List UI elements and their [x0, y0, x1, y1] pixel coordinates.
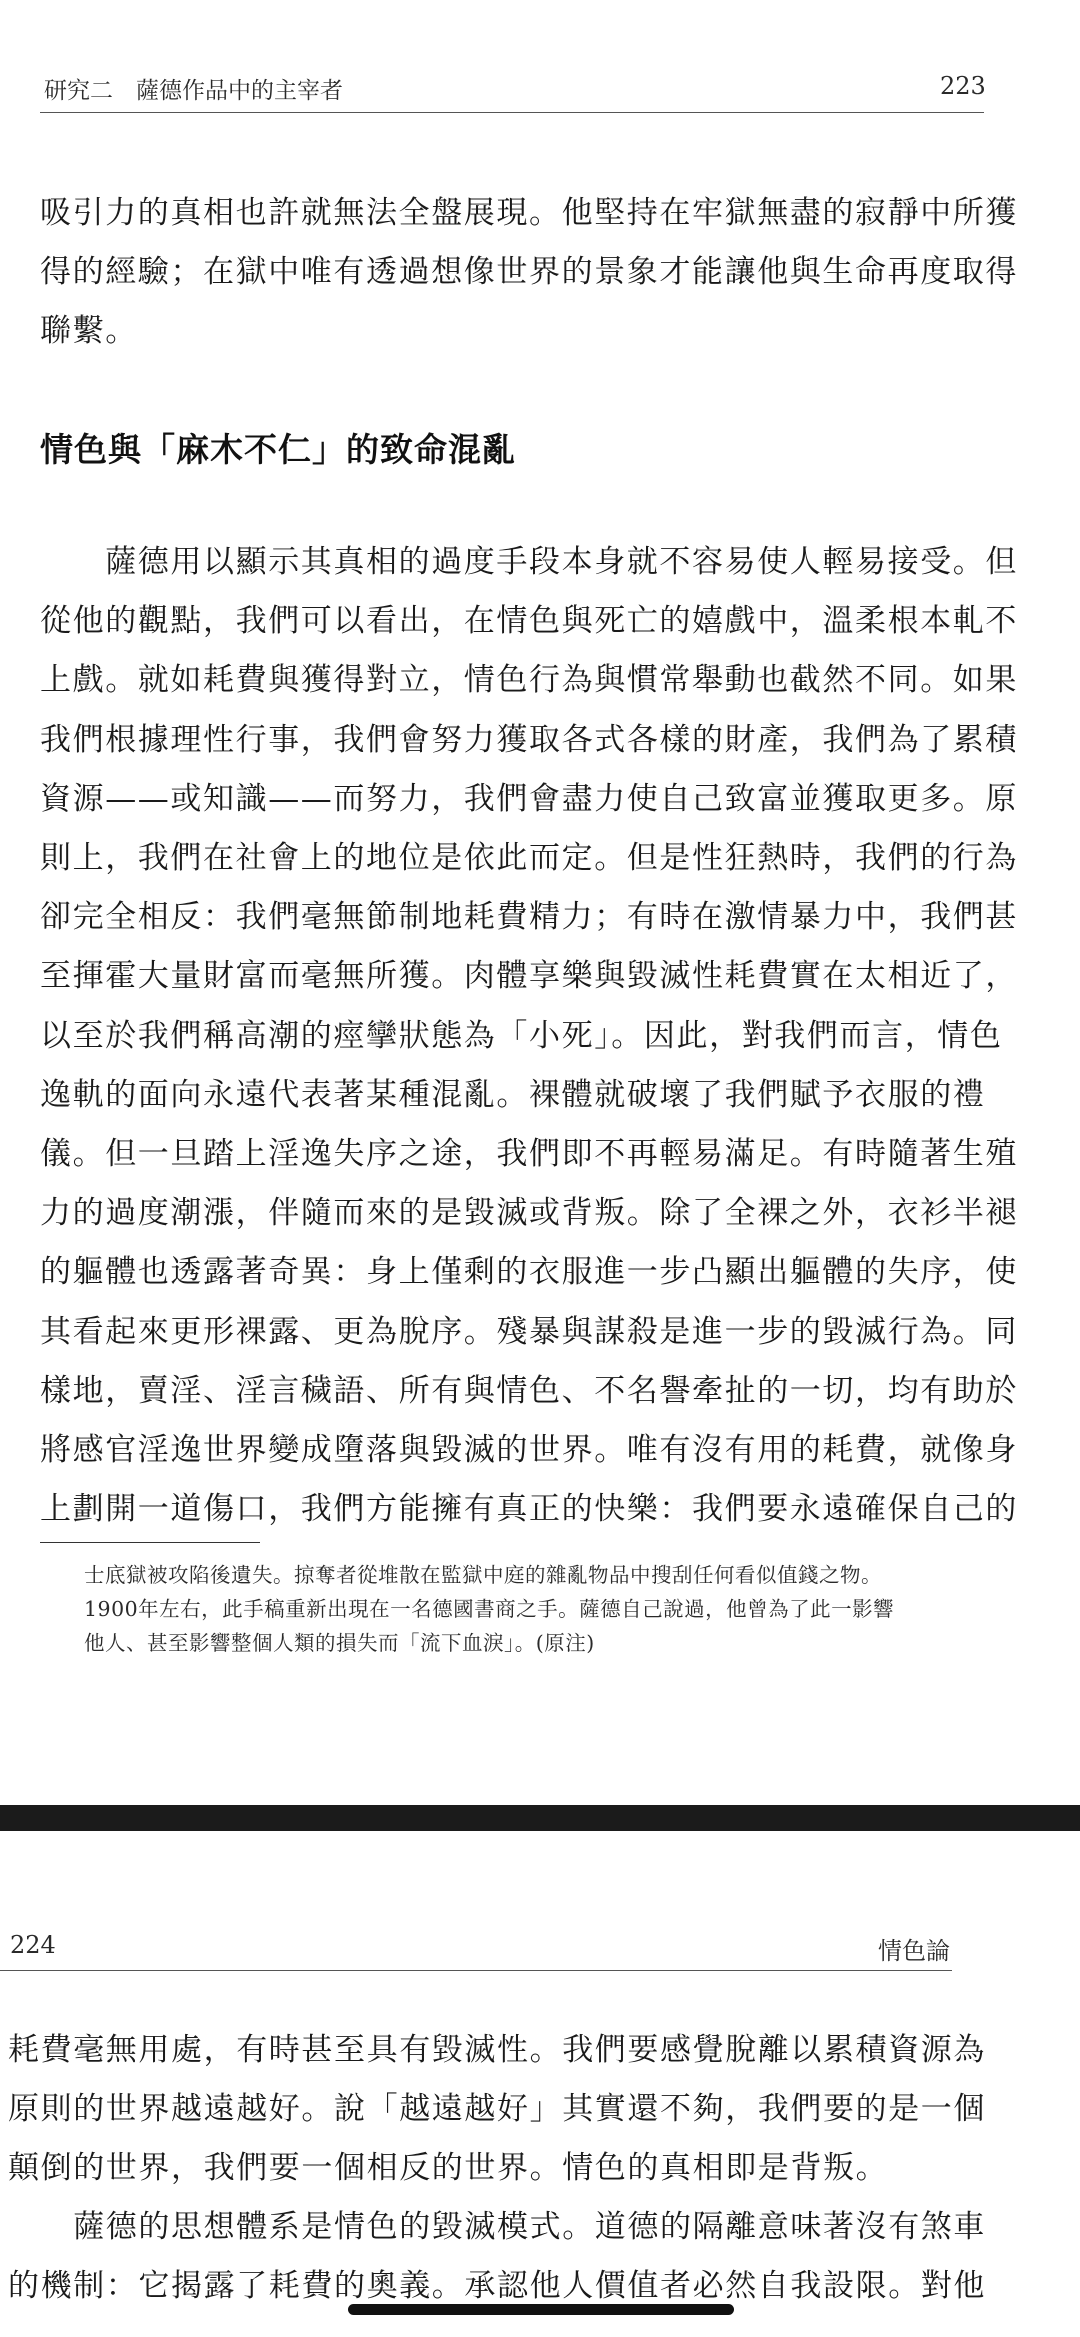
- footnote-line: 士底獄被攻陷後遺失。掠奪者從堆散在監獄中庭的雜亂物品中搜刮任何看似值錢之物。: [84, 1563, 882, 1587]
- footnote-line: 他人、甚至影響整個人類的損失而「流下血淚」。(原注): [84, 1631, 595, 1655]
- page-number: 223: [940, 72, 986, 100]
- book-page-224: [0, 1831, 1080, 2337]
- text-line: 薩德的思想體系是情色的毀滅模式。道德的隔離意味著沒有煞車: [8, 2209, 986, 2245]
- text-line: 原則的世界越遠越好。說「越遠越好」其實還不夠，我們要的是一個: [8, 2091, 986, 2127]
- footnote: [84, 1558, 994, 1660]
- footnote-rule: [40, 1542, 260, 1543]
- text-line: 耗費毫無用處，有時甚至具有毀滅性。我們要感覺脫離以累積資源為: [8, 2032, 986, 2068]
- text-line: 薩德用以顯示其真相的過度手段本身就不容易使人輕易接受。但: [40, 544, 1018, 580]
- home-indicator[interactable]: [348, 2304, 734, 2315]
- text-line: 儀。但一旦踏上淫逸失序之途，我們即不再輕易滿足。有時隨著生殖: [40, 1136, 1018, 1173]
- text-line: 資源——或知識——而努力，我們會盡力使自己致富並獲取更多。原: [40, 780, 1018, 817]
- body-paragraph: [8, 2021, 986, 2316]
- text-line: 得的經驗；在獄中唯有透過想像世界的景象才能讓他與生命再度取得: [40, 254, 1018, 291]
- section-heading: 情色與「麻木不仁」的致命混亂: [40, 430, 516, 469]
- text-line: 顛倒的世界，我們要一個相反的世界。情色的真相即是背叛。: [8, 2150, 889, 2186]
- text-line: 上劃開一道傷口，我們方能擁有真正的快樂：我們要永遠確保自己的: [40, 1491, 1018, 1528]
- text-line: 的軀體也透露著奇異：身上僅剩的衣服進一步凸顯出軀體的失序，使: [40, 1254, 1018, 1291]
- running-header-book-title: 情色論: [878, 1937, 950, 1965]
- text-line: 上戲。就如耗費與獲得對立，情色行為與慣常舉動也截然不同。如果: [40, 662, 1018, 699]
- text-line: 則上，我們在社會上的地位是依此而定。但是性狂熱時，我們的行為: [40, 840, 1018, 877]
- intro-paragraph: [40, 184, 1018, 362]
- text-line: 力的過度潮漲，伴隨而來的是毀滅或背叛。除了全裸之外，衣衫半褪: [40, 1195, 1018, 1232]
- text-line: 其看起來更形裸露、更為脫序。殘暴與謀殺是進一步的毀滅行為。同: [40, 1313, 1018, 1350]
- header-rule: [0, 1970, 952, 1971]
- text-line: 的機制：它揭露了耗費的奧義。承認他人價值者必然自我設限。對他: [8, 2268, 986, 2304]
- body-paragraph: [40, 533, 1018, 1539]
- text-line: 樣地，賣淫、淫言穢語、所有與情色、不名譽牽扯的一切，均有助於: [40, 1372, 1018, 1409]
- text-line: 聯繫。: [40, 313, 138, 350]
- page-number: 224: [10, 1931, 56, 1959]
- text-line: 從他的觀點，我們可以看出，在情色與死亡的嬉戲中，溫柔根本軋不: [40, 603, 1018, 640]
- footnote-line: 1900年左右，此手稿重新出現在一名德國書商之手。薩德自己說過，他曾為了此一影響: [84, 1597, 895, 1621]
- page-separator: [0, 1805, 1080, 1831]
- text-line: 將感官淫逸世界變成墮落與毀滅的世界。唯有沒有用的耗費，就像身: [40, 1432, 1018, 1469]
- text-line: 逸軌的面向永遠代表著某種混亂。裸體就破壞了我們賦予衣服的禮: [40, 1076, 986, 1113]
- running-header-chapter: 研究二 薩德作品中的主宰者: [44, 78, 343, 104]
- text-line: 我們根據理性行事，我們會努力獲取各式各樣的財產，我們為了累積: [40, 721, 1018, 758]
- text-line: 卻完全相反：我們毫無節制地耗費精力；有時在激情暴力中，我們甚: [40, 899, 1018, 936]
- text-line: 至揮霍大量財富而毫無所獲。肉體享樂與毀滅性耗費實在太相近了，: [40, 958, 1018, 995]
- text-line: 吸引力的真相也許就無法全盤展現。他堅持在牢獄無盡的寂靜中所獲: [40, 195, 1018, 231]
- header-rule: [40, 112, 984, 113]
- text-line: 以至於我們稱高潮的痙攣狀態為「小死」。因此，對我們而言，情色: [40, 1017, 1003, 1054]
